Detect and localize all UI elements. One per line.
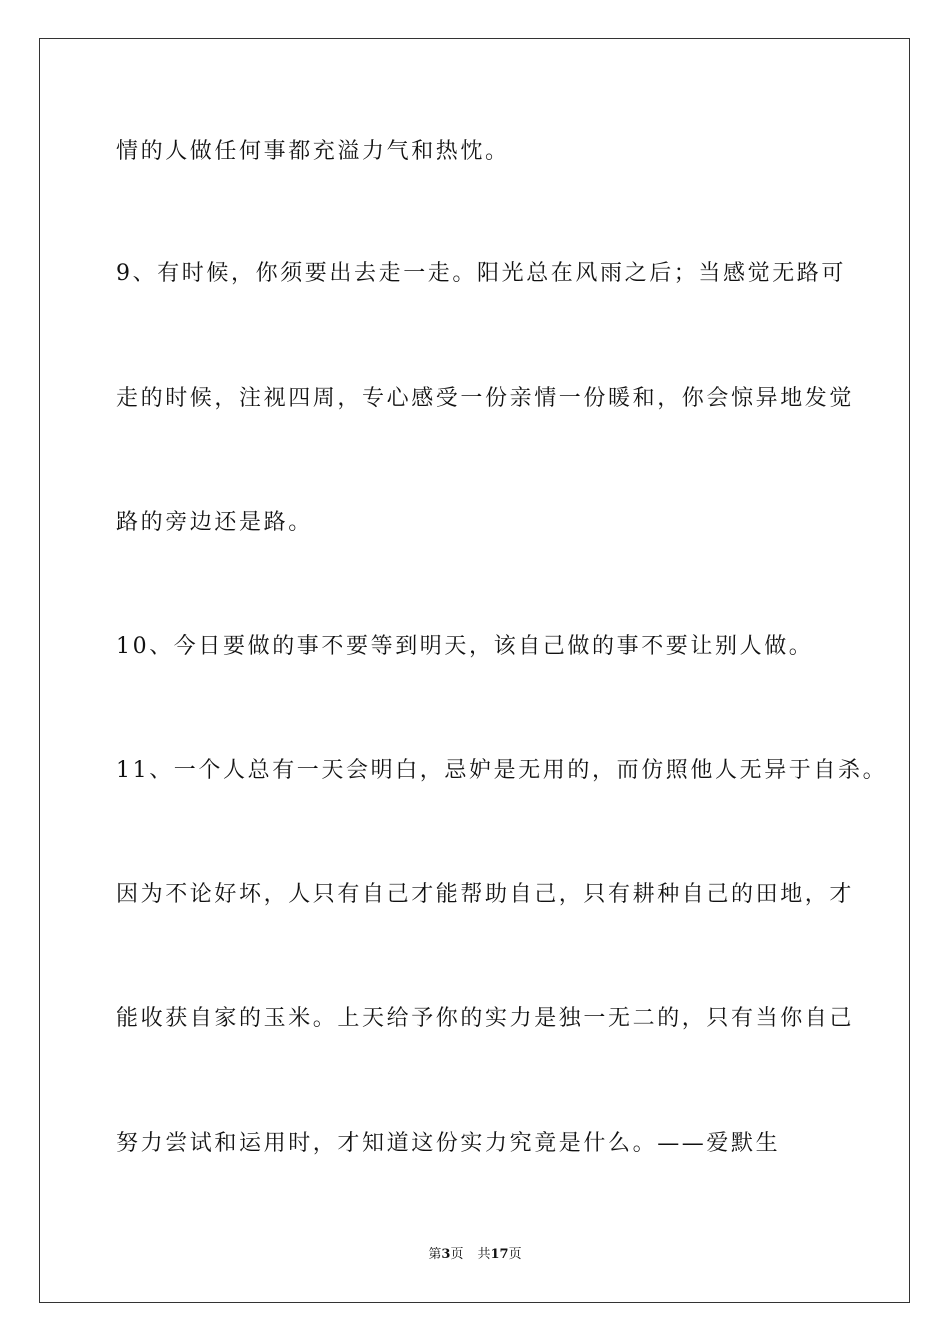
page-prefix: 第 bbox=[428, 1247, 442, 1262]
text-line-4: 路的旁边还是路。 bbox=[116, 510, 313, 535]
text-line-1: 情的人做任何事都充溢力气和热忱。 bbox=[116, 139, 510, 164]
text-line-8: 能收获自家的玉米。上天给予你的实力是独一无二的，只有当你自己 bbox=[116, 1006, 855, 1031]
page-suffix: 页 bbox=[450, 1247, 464, 1262]
page-frame bbox=[39, 38, 910, 1303]
total-prefix: 共 bbox=[477, 1247, 491, 1262]
text-line-6: 11、一个人总有一天会明白，忌妒是无用的，而仿照他人无异于自杀。 bbox=[116, 758, 888, 783]
page-footer bbox=[0, 1246, 950, 1264]
total-suffix: 页 bbox=[508, 1247, 522, 1262]
text-line-7: 因为不论好坏，人只有自己才能帮助自己，只有耕种自己的田地，才 bbox=[116, 882, 855, 907]
text-line-2: 9、有时候，你须要出去走一走。阳光总在风雨之后；当感觉无路可 bbox=[116, 261, 846, 286]
text-line-3: 走的时候，注视四周，专心感受一份亲情一份暖和，你会惊异地发觉 bbox=[116, 386, 855, 411]
text-line-9: 努力尝试和运用时，才知道这份实力究竟是什么。——爱默生 bbox=[116, 1131, 781, 1156]
page-total: 17 bbox=[490, 1247, 509, 1262]
text-line-5: 10、今日要做的事不要等到明天，该自己做的事不要让别人做。 bbox=[116, 634, 814, 659]
page-current: 3 bbox=[441, 1247, 451, 1262]
